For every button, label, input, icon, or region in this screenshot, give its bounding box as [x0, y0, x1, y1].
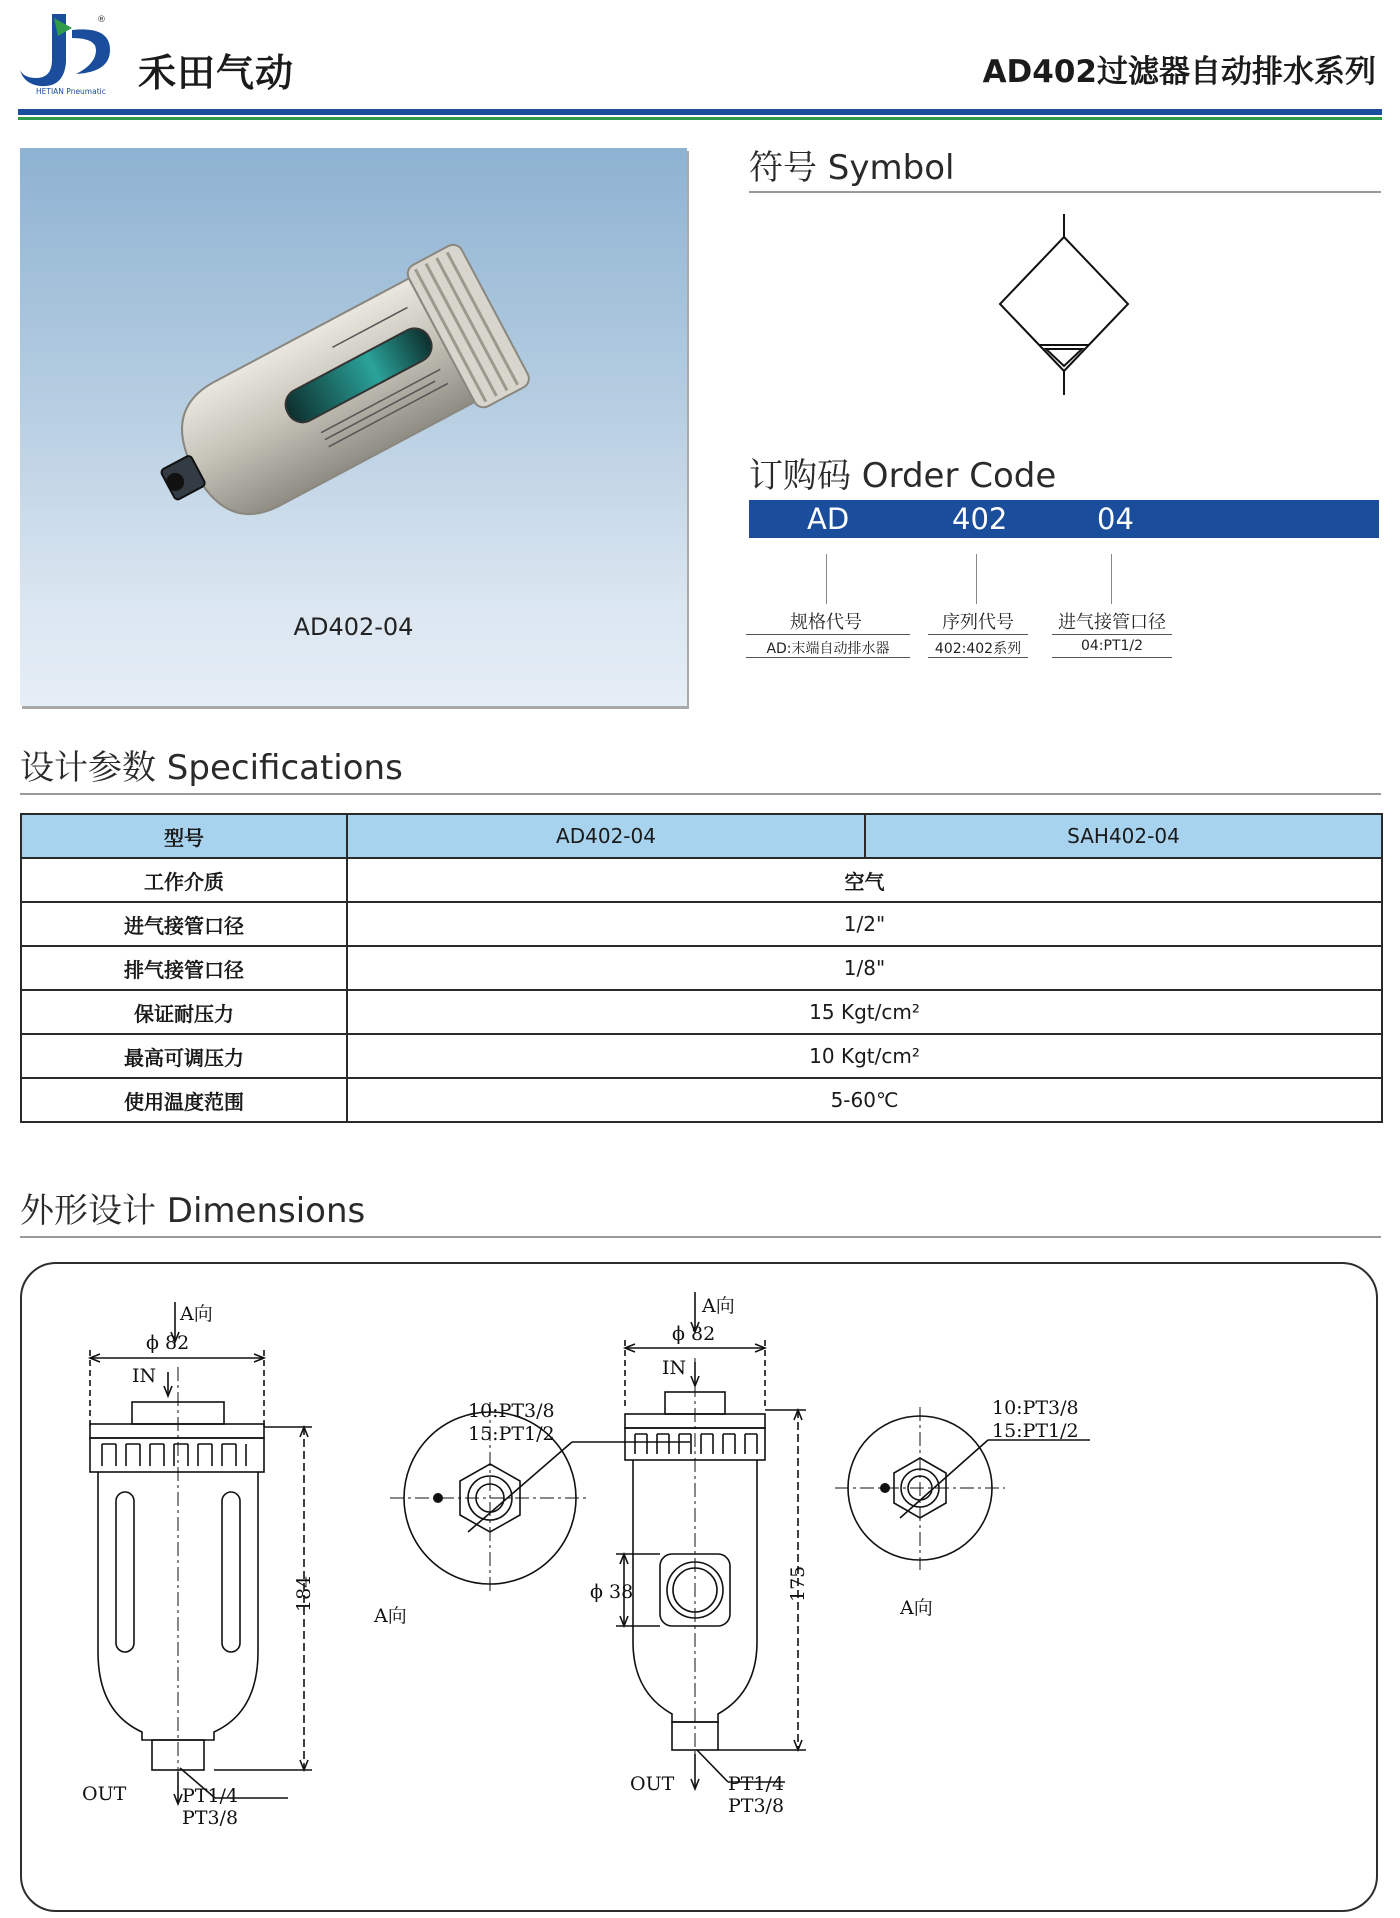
dimensions-title: 外形设计 Dimensions — [20, 1191, 366, 1231]
filter-symbol — [994, 212, 1134, 397]
left-outlet-label: OUT — [82, 1783, 127, 1805]
order-code-bar — [749, 500, 1379, 538]
row-value: 空气 — [347, 858, 1382, 902]
table-header-cell: SAH402-04 — [865, 814, 1382, 858]
table-row — [21, 902, 1382, 946]
table-row — [21, 946, 1382, 990]
table-header-cell: AD402-04 — [347, 814, 865, 858]
row-value: 15 Kgt/cm² — [347, 990, 1382, 1034]
registered-mark: ® — [97, 15, 106, 25]
symbol-rule — [749, 191, 1381, 193]
left-view-thread-1: 10:PT3/8 — [468, 1400, 555, 1422]
left-outlet-thread-1: PT1/4 — [182, 1785, 239, 1807]
symbol-title: 符号 Symbol — [749, 148, 955, 188]
code-label: 序列代号 — [942, 612, 1014, 633]
brand-name: 禾田气动 — [138, 51, 295, 95]
table-header-cell: 型号 — [21, 814, 347, 858]
header-rule-blue — [18, 109, 1382, 115]
right-diameter-label: ϕ 82 — [672, 1323, 716, 1345]
left-height-label: 184 — [293, 1575, 315, 1612]
code-stem — [976, 554, 977, 604]
left-inlet-label: IN — [132, 1365, 157, 1387]
right-a-view-label: A向 — [900, 1597, 933, 1619]
right-outlet-thread-2: PT3/8 — [728, 1795, 785, 1817]
code-description: 402:402系列 — [934, 641, 1022, 657]
code-stem — [826, 554, 827, 604]
specifications-table — [20, 813, 1383, 1123]
row-value: 1/2" — [347, 902, 1382, 946]
code-underline — [928, 657, 1028, 658]
dimension-drawings — [20, 1262, 1378, 1912]
left-side-drawing — [90, 1302, 312, 1804]
code-stem — [1111, 554, 1112, 604]
left-a-view-label: A向 — [374, 1605, 407, 1627]
dimensions-rule — [20, 1236, 1381, 1238]
header-rule-green — [18, 117, 1382, 120]
right-outlet-thread-1: PT1/4 — [728, 1773, 785, 1795]
right-side-drawing — [616, 1292, 806, 1789]
left-diameter-label: ϕ 82 — [146, 1332, 190, 1354]
row-label: 工作介质 — [21, 858, 347, 902]
port-dot — [880, 1483, 890, 1493]
hetian-logo — [14, 8, 124, 96]
right-inlet-label: IN — [662, 1357, 687, 1379]
document-title: AD402过滤器自动排水系列 — [982, 54, 1376, 90]
right-view-thread-2: 15:PT1/2 — [992, 1420, 1079, 1442]
row-label: 最高可调压力 — [21, 1034, 347, 1078]
left-view-arrow-label: A向 — [180, 1303, 213, 1325]
photo-caption: AD402-04 — [293, 613, 414, 641]
row-label: 进气接管口径 — [21, 902, 347, 946]
code-description: 04:PT1/2 — [1080, 638, 1144, 654]
specifications-title: 设计参数 Specifications — [20, 748, 403, 788]
right-view-thread-1: 10:PT3/8 — [992, 1397, 1079, 1419]
specifications-rule — [20, 793, 1381, 795]
row-label: 使用温度范围 — [21, 1078, 347, 1122]
code-underline — [928, 634, 1028, 635]
table-header-row — [21, 814, 1382, 858]
table-row — [21, 1034, 1382, 1078]
port-dot — [433, 1493, 443, 1503]
right-view-arrow-label: A向 — [702, 1295, 735, 1317]
left-outlet-thread-2: PT3/8 — [182, 1807, 239, 1829]
row-value: 10 Kgt/cm² — [347, 1034, 1382, 1078]
order-code-segment: 04 — [1097, 502, 1134, 536]
table-row — [21, 990, 1382, 1034]
table-row — [21, 858, 1382, 902]
right-height-label: 175 — [787, 1565, 809, 1602]
product-photo — [150, 218, 570, 538]
right-outlet-label: OUT — [630, 1773, 675, 1795]
code-label: 规格代号 — [790, 612, 862, 633]
row-value: 1/8" — [347, 946, 1382, 990]
code-underline — [746, 657, 910, 658]
product-photo-panel — [20, 148, 687, 706]
order-code-title: 订购码 Order Code — [749, 456, 1057, 496]
code-underline — [1052, 634, 1172, 635]
left-view-thread-2: 15:PT1/2 — [468, 1423, 555, 1445]
right-side-port-label: ϕ 38 — [590, 1581, 634, 1603]
table-row — [21, 1078, 1382, 1122]
row-label: 排气接管口径 — [21, 946, 347, 990]
code-underline — [1052, 657, 1172, 658]
logo-small-text: HETIAN Pneumatic — [36, 87, 106, 96]
row-label: 保证耐压力 — [21, 990, 347, 1034]
code-description: AD:末端自动排水器 — [766, 641, 890, 657]
order-code-segment: 402 — [952, 502, 1008, 536]
code-label: 进气接管口径 — [1058, 612, 1166, 633]
row-value: 5-60℃ — [347, 1078, 1382, 1122]
order-code-segment: AD — [807, 502, 850, 536]
code-underline — [746, 634, 910, 635]
